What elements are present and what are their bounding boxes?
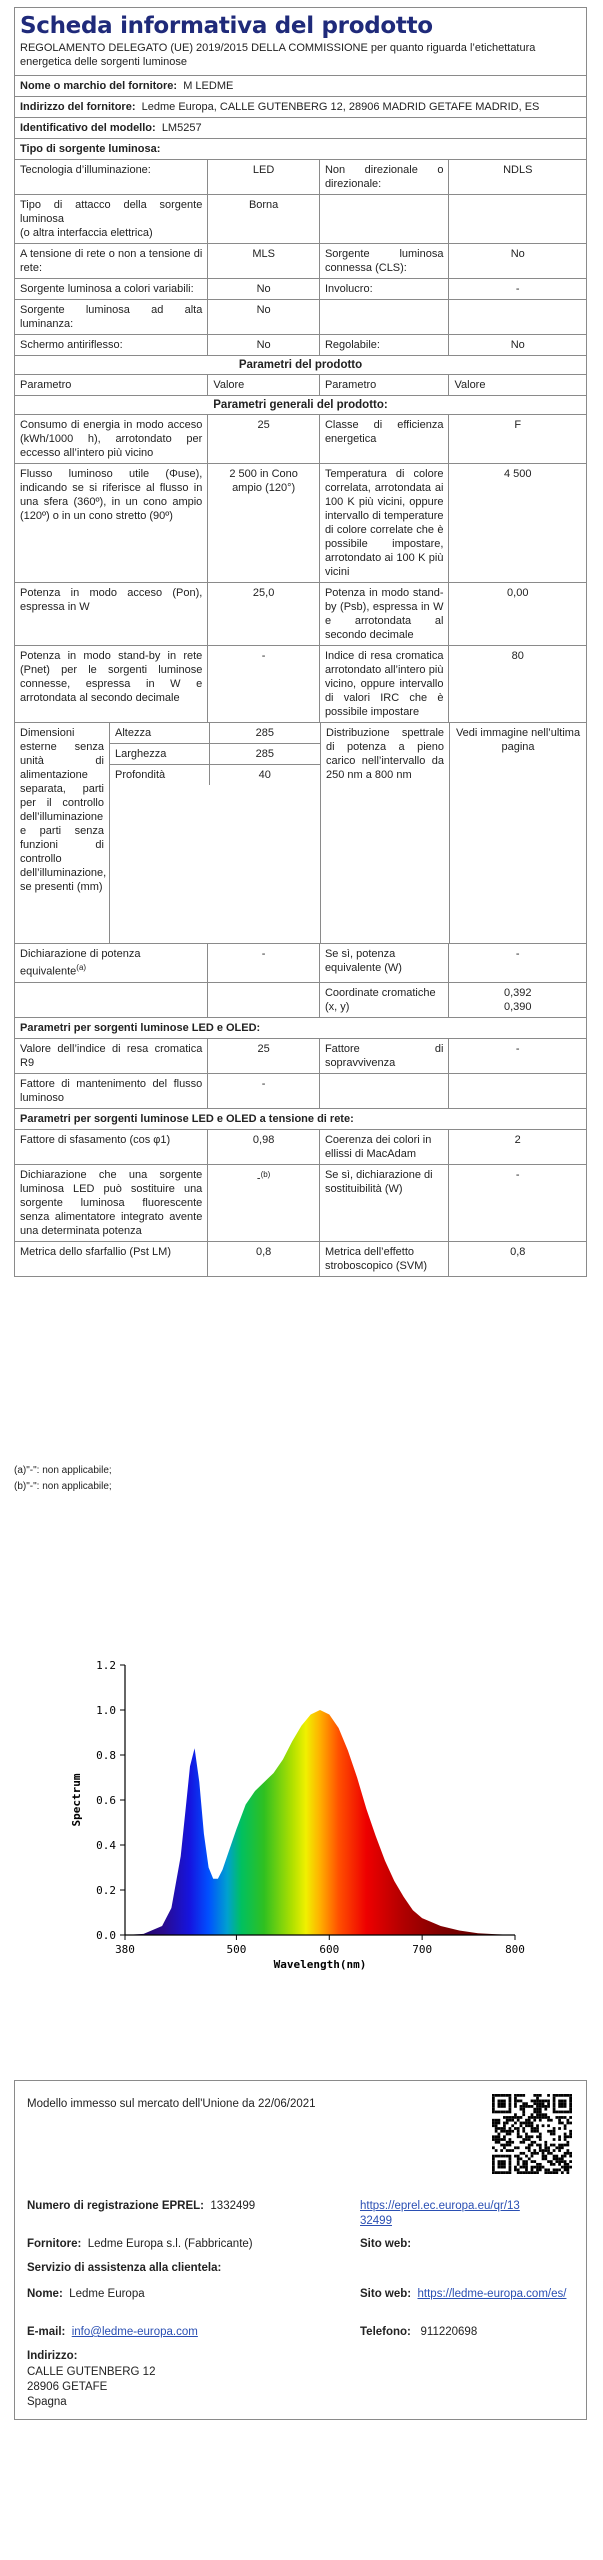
dimensions-row (15, 722, 586, 943)
params-title: Parametri del prodotto (238, 359, 363, 371)
cell: Fattore di mantenimento del flusso luminoso (20, 1077, 203, 1104)
type-row (15, 299, 586, 334)
cell: 0,8 (207, 1242, 319, 1276)
cell: Schermo antiriflesso: (20, 339, 123, 351)
col-header-parametro: Parametro (20, 379, 72, 391)
cell: No (448, 335, 586, 355)
cell: Metrica dell’effetto stroboscopico (SVM) (319, 1242, 449, 1276)
mains-row-3 (15, 1241, 586, 1276)
general-params-table (15, 414, 586, 722)
model-label: Identificativo del modello: (20, 122, 156, 134)
source-type-table (15, 159, 586, 355)
cell: Involucro: (319, 279, 449, 299)
dimension-row (110, 743, 320, 764)
chroma-x: 0,392 (503, 986, 532, 999)
cell: F (448, 415, 586, 463)
spd-value: Vedi immagine nell’ultima pagina (449, 723, 586, 943)
qr-code-icon[interactable] (492, 2094, 572, 2174)
supplier-value: M LEDME (183, 80, 234, 92)
source-type-row (15, 138, 586, 159)
column-header-row (15, 374, 586, 395)
address-line-1: CALLE GUTENBERG 12 (27, 2366, 156, 2378)
cell: 80 (448, 646, 586, 722)
cell: Metrica dello sfarfallio (Pst LM) (20, 1245, 171, 1258)
led-title-row (15, 1017, 586, 1038)
type-row (15, 334, 586, 355)
x-tick-label: 500 (226, 1943, 247, 1956)
type-row (15, 159, 586, 194)
cell: Temperatura di colore correlata, arrotondata ai 100 K più vicini, oppure intervallo di temperature di colore correlate che è possibile impostare, arrotondato ai 100 K più vicini (319, 464, 449, 582)
chroma-label: Coordinate cromatiche (x, y) (319, 983, 449, 1017)
site-label: Sito web: (360, 2288, 412, 2300)
cell: Fattore di sfasamento (cos φ1) (20, 1133, 171, 1146)
equivalent-w-value: - (448, 944, 586, 982)
dimension-label: Profondità (115, 769, 166, 781)
supplier-label: Nome o marchio del fornitore: (20, 80, 178, 92)
x-tick-label: 800 (505, 1943, 525, 1956)
cell: Non direzionale o direzionale: (319, 160, 449, 194)
phone-label: Telefono: (360, 2326, 411, 2338)
regulation-subtitle: REGOLAMENTO DELEGATO (UE) 2019/2015 DELLA COMMISSIONE per quanto riguarda l’etichettatura energetica delle sorgenti luminose (20, 42, 536, 68)
dimension-row (110, 764, 320, 785)
led-row (15, 1038, 586, 1073)
service-label: Servizio di assistenza alla clientela: (27, 2262, 222, 2274)
mains-row-1 (15, 1129, 586, 1164)
params-title-row (15, 355, 586, 374)
cell: - (448, 279, 586, 299)
cell: Potenza in modo stand-by in rete (Pnet) per le sorgenti luminose connesse, espressa in W e arrotondata al secondo decimale (20, 650, 203, 704)
cell: Valore dell’indice di resa cromatica R9 (20, 1042, 203, 1069)
spectrum-chart (55, 1645, 535, 1975)
general-row (15, 414, 586, 463)
source-type-label: Tipo di sorgente luminosa: (20, 143, 161, 155)
cell: Indice di resa cromatica arrotondato all’intero più vicino, oppure intervallo di valori IRC che è possibile impostare (319, 646, 449, 722)
address-row (15, 96, 586, 117)
dimension-value: 40 (209, 765, 320, 785)
col-header-parametro-2: Parametro (319, 375, 449, 395)
dimension-value: 285 (209, 723, 320, 743)
led-title: Parametri per sorgenti luminose LED e OLED: (20, 1021, 261, 1034)
cell: 2 500 in Cono ampio (120°) (207, 464, 319, 582)
cell: Tipo di attacco della sorgente luminosa (o altra interfaccia elettrica) (20, 199, 203, 239)
name-value: Ledme Europa (69, 2288, 145, 2300)
cell: MLS (207, 244, 319, 278)
dimension-label: Altezza (115, 727, 152, 739)
x-tick-label: 600 (319, 1943, 340, 1956)
equivalent-w-label: Se sì, potenza equivalente (W) (319, 944, 449, 982)
y-tick-label: 0.0 (96, 1929, 116, 1942)
card-supplier-label: Fornitore: (27, 2238, 82, 2250)
mains-title: Parametri per sorgenti luminose LED e OLED a tensione di rete: (20, 1112, 354, 1125)
product-sheet (14, 7, 587, 1277)
cell: Potenza in modo stand-by (Psb), espressa in W e arrotondata al secondo decimale (319, 583, 449, 645)
site-link[interactable]: https://ledme-europa.com/es/ (417, 2288, 567, 2300)
dimension-label: Larghezza (115, 748, 167, 760)
cell: Classe di efficienza energetica (319, 415, 449, 463)
cell: 4 500 (448, 464, 586, 582)
x-tick-label: 700 (412, 1943, 433, 1956)
general-title-row (15, 395, 586, 414)
cell: Sorgente luminosa a colori variabili: (20, 283, 194, 295)
cell: Sorgente luminosa ad alta luminanza: (20, 304, 203, 330)
cell: 0,8 (448, 1242, 586, 1276)
address-value: Ledme Europa, CALLE GUTENBERG 12, 28906 MADRID GETAFE MADRID, ES (141, 101, 540, 113)
col-header-valore-2: Valore (448, 375, 586, 395)
website-label: Sito web: (360, 2238, 412, 2250)
col-header-valore: Valore (207, 375, 319, 395)
address-label: Indirizzo del fornitore: (20, 101, 136, 113)
page-title: Scheda informativa del prodotto (20, 13, 433, 39)
mains-title-row (15, 1108, 586, 1129)
address-label: Indirizzo: (27, 2350, 78, 2362)
cell: No (207, 300, 319, 334)
cell: Borna (207, 195, 319, 243)
model-value: LM5257 (161, 122, 202, 134)
x-tick-label: 380 (115, 1943, 135, 1956)
cell: No (207, 335, 319, 355)
name-label: Nome: (27, 2288, 63, 2300)
footnote-a: (a)"-": non applicabile; (14, 1465, 112, 1476)
address-line-3: Spagna (27, 2396, 67, 2408)
general-title: Parametri generali del prodotto: (213, 399, 388, 411)
eprel-info-card (14, 2080, 587, 2420)
cell: Flusso luminoso utile (Φuse), indicando se si riferisce al flusso in una sfera (360º), in un cono ampio (120º) o in un cono stretto (90º) (20, 468, 203, 522)
dimension-row (110, 723, 320, 743)
equivalent-power-value: - (207, 944, 319, 982)
y-axis-label: Spectrum (70, 1773, 83, 1827)
dimensions-label: Dimensioni esterne senza unità di alimentazione separata, parti per il controllo dell’illuminazione e parti senza funzioni di controllo dell’illuminazione, se presenti (mm) (20, 727, 107, 893)
cell: Sorgente luminosa connessa (CLS): (319, 244, 449, 278)
chroma-y: 0,390 (503, 1000, 532, 1013)
replacement-claim-value: - (448, 1165, 586, 1241)
cell: 25 (207, 415, 319, 463)
dimension-value: 285 (209, 744, 320, 764)
eprel-value: 1332499 (210, 2200, 256, 2212)
cell: Consumo di energia in modo acceso (kWh/1000 h), arrotondato per eccesso all’intero più vicino (20, 419, 203, 459)
y-tick-label: 1.0 (96, 1704, 116, 1717)
cell (448, 1074, 586, 1108)
cell: Coerenza dei colori in ellissi di MacAdam (319, 1130, 449, 1164)
cell (319, 300, 449, 334)
cell: Tecnologia d’illuminazione: (20, 164, 151, 176)
cell (448, 300, 586, 334)
y-tick-label: 0.6 (96, 1794, 116, 1807)
y-tick-label: 1.2 (96, 1659, 116, 1672)
cell: 0,00 (448, 583, 586, 645)
equivalent-power-label: Dichiarazione di potenza equivalente (20, 948, 141, 978)
led-params-table (15, 1038, 586, 1108)
email-link[interactable]: info@ledme-europa.com (71, 2326, 198, 2338)
cell: 25,0 (207, 583, 319, 645)
cell: A tensione di rete o non a tensione di rete: (20, 248, 203, 274)
cell: Regolabile: (319, 335, 449, 355)
eprel-link[interactable]: https://eprel.ec.europa.eu/qr/1332499 (360, 2200, 520, 2227)
dimensions-values (109, 723, 320, 943)
general-row (15, 645, 586, 722)
footnote-ref-b: (b) (260, 1169, 271, 1179)
eprel-label: Numero di registrazione EPREL: (27, 2200, 205, 2212)
phone-value: 911220698 (420, 2326, 478, 2338)
email-label: E-mail: (27, 2326, 66, 2338)
cell (319, 1074, 449, 1108)
cell (319, 195, 449, 243)
cell: 0,98 (207, 1130, 319, 1164)
cell: Potenza in modo acceso (Pon), espressa in W (20, 587, 203, 613)
model-row (15, 117, 586, 138)
footnote-b: (b)"-": non applicabile; (14, 1481, 112, 1492)
card-supplier-value: Ledme Europa s.l. (Fabbricante) (87, 2238, 253, 2250)
cell (448, 195, 586, 243)
spd-label: Distribuzione spettrale di potenza a pieno carico nell’intervallo da 250 nm a 800 nm (320, 723, 449, 943)
cell: - (207, 646, 319, 722)
y-tick-label: 0.4 (96, 1839, 116, 1852)
y-tick-label: 0.8 (96, 1749, 116, 1762)
footnote-ref-a: (a) (76, 963, 87, 972)
general-row (15, 582, 586, 645)
supplier-row (15, 75, 586, 96)
cell: Fattore di sopravvivenza (319, 1039, 449, 1073)
cell: No (448, 244, 586, 278)
cell: - (448, 1039, 586, 1073)
spectrum-area (125, 1710, 515, 1935)
replacement-claim-label: Se sì, dichiarazione di sostituibilità (W) (319, 1165, 449, 1241)
cell: 2 (448, 1130, 586, 1164)
led-replacement-label: Dichiarazione che una sorgente luminosa LED può sostituire una sorgente luminosa fluorescente senza alimentatore integrato avente una determinata potenza (20, 1168, 203, 1237)
type-row (15, 278, 586, 299)
chroma-row (15, 982, 586, 1017)
cell: - (207, 1074, 319, 1108)
address-line-2: 28906 GETAFE (27, 2381, 108, 2393)
type-row (15, 243, 586, 278)
x-axis-label: Wavelength(nm) (273, 1958, 367, 1971)
type-row (15, 194, 586, 243)
market-date-text: Modello immesso sul mercato dell'Unione da 22/06/2021 (27, 2098, 316, 2110)
led-replacement-value: - (256, 1172, 261, 1185)
mains-row-2 (15, 1164, 586, 1241)
cell: 25 (207, 1039, 319, 1073)
general-row (15, 463, 586, 582)
led-row (15, 1073, 586, 1108)
y-tick-label: 0.2 (96, 1884, 116, 1897)
footnotes (14, 1463, 112, 1495)
equivalent-power-row (15, 943, 586, 982)
cell: No (207, 279, 319, 299)
cell: NDLS (448, 160, 586, 194)
cell: LED (207, 160, 319, 194)
